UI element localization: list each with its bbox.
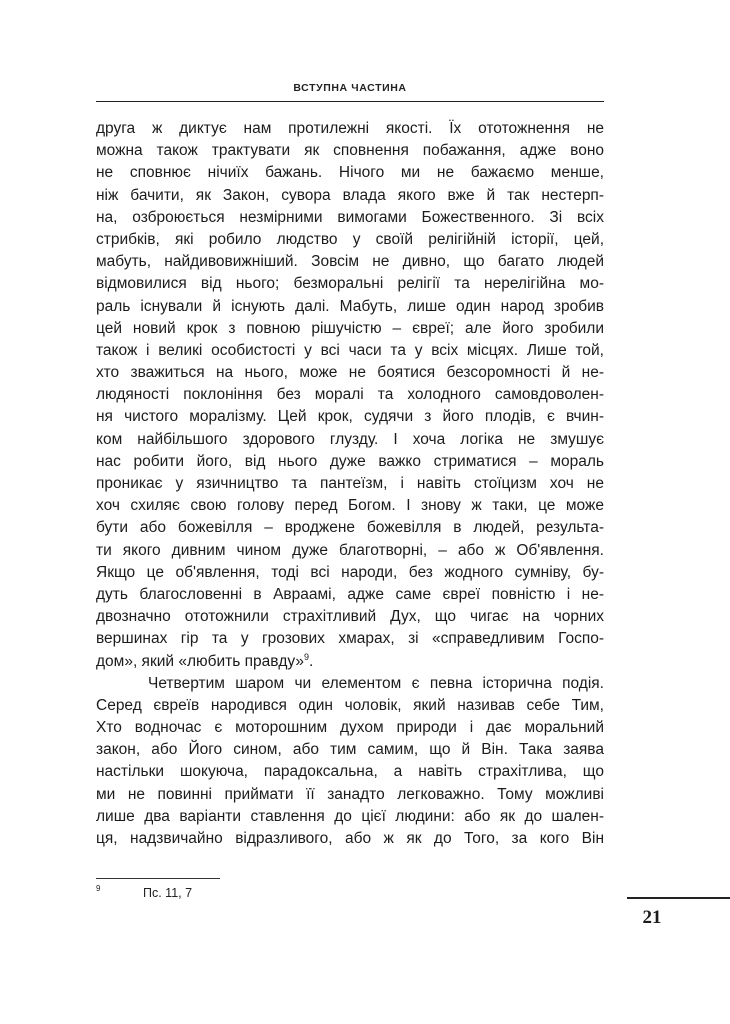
text-line: мабуть, найдивовижніший. Зовсім не дивно, що багато людей bbox=[96, 253, 604, 271]
text-line: раль існували й існують далі. Мабуть, лише один народ зробив bbox=[96, 297, 604, 315]
running-title: ВСТУПНА ЧАСТИНА bbox=[293, 82, 407, 94]
last-line-period: . bbox=[308, 652, 314, 670]
text-line: відмовилися від нього; безморальні релігії та нерелігійна мо- bbox=[96, 275, 604, 293]
text-line: хоч схиляє свою голову перед Богом. І знову ж таки, це може bbox=[96, 497, 604, 515]
page-number: 21 bbox=[642, 907, 662, 928]
text-line: друга ж диктує нам протилежні якості. Їх ототожнення не bbox=[96, 120, 604, 137]
last-line-text: дом», який «любить правду» bbox=[96, 652, 304, 670]
text-line: ця, надзвичайно відразливого, або ж як до Того, за кого Він bbox=[96, 830, 604, 847]
text-line: бути або божевілля – вроджене божевілля в людей, результа- bbox=[96, 519, 604, 537]
text-line: не сповнює нічиїх бажань. Нічого ми не бажаємо менше, bbox=[96, 164, 604, 182]
text-line: Четвертим шаром чи елементом є певна історична подія. bbox=[148, 674, 604, 692]
text-line: ти якого дивним чином дуже благотворні, – або ж Об'явлення. bbox=[96, 541, 604, 559]
header-rule bbox=[96, 101, 604, 102]
text-line: двозначно ототожнили страхітливий Дух, що чигає на чорних bbox=[96, 608, 604, 626]
text-line: ком найбільшого здорового глузду. І хоча логіка не змушує bbox=[96, 430, 604, 448]
text-line: людяності поклоніння без моралі та холодного самовдоволен- bbox=[96, 386, 604, 404]
paragraph-2 bbox=[96, 673, 604, 851]
text-line: нас робити його, від нього дуже важко стриматися – мораль bbox=[96, 452, 604, 470]
text-line: ня чистого моралізму. Цей крок, судячи з його плодів, є вчин- bbox=[96, 408, 604, 426]
footnote-number: 9 bbox=[96, 884, 101, 893]
text-line-last bbox=[96, 651, 604, 673]
text-line: Хто водночас є моторошним духом природи і дає моральний bbox=[96, 719, 604, 737]
text-line: ми не повинні приймати її занадто легковажно. Тому можливі bbox=[96, 785, 604, 803]
text-line: Якщо це об'явлення, тоді всі народи, без жодного сумніву, бу- bbox=[96, 563, 604, 581]
text-line: цей новий крок з повною рішучістю – євреї; але його зробили bbox=[96, 319, 604, 337]
text-line: вершинах гір та у грозових хмарах, зі «справедливим Госпо- bbox=[96, 630, 604, 648]
text-line: настільки шокуюча, парадоксальна, а навіть страхітлива, що bbox=[96, 763, 604, 781]
text-line: ніж бачити, як Закон, сувора влада якого вже й так нестерп- bbox=[96, 186, 604, 204]
text-line: можна також трактувати як сповнення побажання, адже воно bbox=[96, 142, 604, 160]
text-line: на, озброюється незмірними вимогами Божественного. Зі всіх bbox=[96, 208, 604, 226]
text-line: стрибків, які робило людство у своїй релігійній історії, цей, bbox=[96, 230, 604, 248]
text-line: хто зважиться на нього, може не боятися безсоромності й не- bbox=[96, 364, 604, 382]
text-line: дуть благословенні в Авраамі, адже саме євреї повністю і не- bbox=[96, 585, 604, 603]
text-line: також і великі особистості у всі часи та у всіх місцях. Лише той, bbox=[96, 341, 604, 359]
footnote-text: Пс. 11, 7 bbox=[143, 886, 193, 900]
footnote-reference[interactable]: 9 bbox=[303, 651, 309, 662]
text-line: проникає у язичництво та пантеїзм, і навіть стоїцизм хоч не bbox=[96, 475, 604, 492]
text-line: лише два варіанти ставлення до цієї людини: або як до шален- bbox=[96, 807, 604, 825]
body-text bbox=[96, 118, 604, 850]
paragraph-1 bbox=[96, 118, 604, 673]
footnote-rule bbox=[96, 878, 220, 879]
page-number-rule bbox=[627, 897, 730, 899]
text-line: закон, або Його сином, або тим самим, що й Він. Така заява bbox=[96, 741, 604, 759]
text-line: Серед євреїв народився один чоловік, який називав себе Тим, bbox=[96, 696, 604, 714]
